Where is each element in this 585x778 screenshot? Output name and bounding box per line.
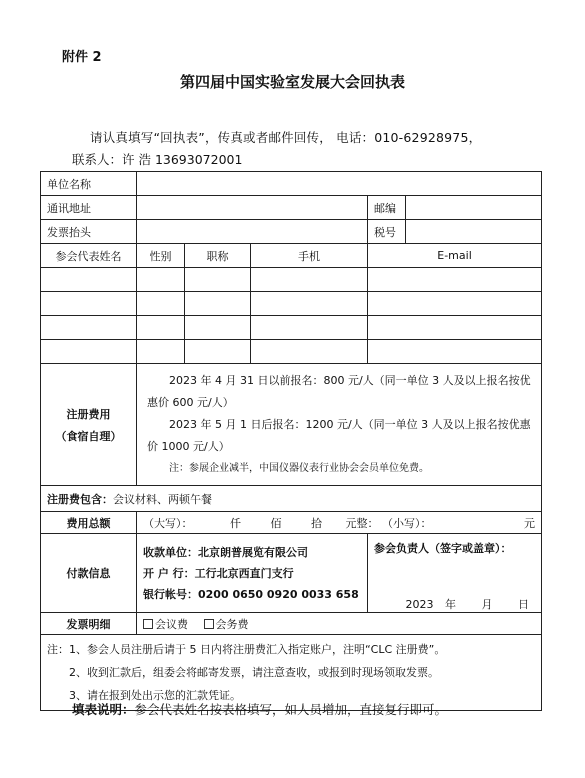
contact-instructions: 请认真填写“回执表”，传真或者邮件回传， 电话：010-62928975， xyxy=(90,130,482,145)
attendee-name-cell[interactable] xyxy=(41,316,137,340)
sign-day-unit: 日 xyxy=(518,598,530,611)
unit-row xyxy=(41,172,542,196)
unit-field[interactable] xyxy=(137,172,542,196)
invoice-title-field[interactable] xyxy=(137,220,368,244)
postcode-field[interactable] xyxy=(406,196,542,220)
total-row xyxy=(41,512,542,534)
total-yuan-unit: 元 xyxy=(524,516,536,530)
invoice-detail-label: 发票明细 xyxy=(41,613,137,635)
sign-month-unit: 月 xyxy=(481,598,493,611)
attendee-gender-cell[interactable] xyxy=(137,292,185,316)
attendee-name-cell[interactable] xyxy=(41,292,137,316)
fee-description xyxy=(137,364,542,486)
fee-label-cell xyxy=(41,364,137,486)
sign-year: 2023 xyxy=(405,598,434,611)
total-shi-unit: 拾 xyxy=(311,516,322,530)
bank: 开 户 行：工行北京西直门支行 xyxy=(143,566,294,580)
attendee-title-cell[interactable] xyxy=(185,292,251,316)
fee-includes-cell xyxy=(41,486,542,512)
gender-header: 性别 xyxy=(137,244,185,268)
job-title-header: 职称 xyxy=(185,244,251,268)
invoice-title-label: 发票抬头 xyxy=(41,220,137,244)
attendee-gender-cell[interactable] xyxy=(137,340,185,364)
attendee-row xyxy=(41,268,542,292)
note-3: 3、请在报到处出示您的汇款凭证。 xyxy=(69,689,241,702)
attendee-gender-cell[interactable] xyxy=(137,268,185,292)
bank-account: 银行帐号：0200 0650 0920 0033 658 xyxy=(143,587,359,601)
contact-person: 联系人：许 浩 13693072001 xyxy=(72,152,243,167)
attendee-title-cell[interactable] xyxy=(185,316,251,340)
total-label: 费用总额 xyxy=(41,512,137,534)
fee-early: 2023 年 4 月 31 日以前报名：800 元/人（同一单位 3 人及以上报名按优惠价 600 元/人） xyxy=(147,373,531,409)
total-amount-field[interactable] xyxy=(137,512,542,534)
attendee-row xyxy=(41,316,542,340)
total-yuan-zheng-unit: 元整： xyxy=(345,516,379,530)
attendee-name-header: 参会代表姓名 xyxy=(41,244,137,268)
meeting-fee-option[interactable] xyxy=(143,618,188,631)
signature-cell[interactable] xyxy=(368,534,542,613)
attendee-header-row xyxy=(41,244,542,268)
attendee-title-cell[interactable] xyxy=(185,340,251,364)
total-lower-label: （小写）： xyxy=(382,516,432,530)
invoice-row xyxy=(41,220,542,244)
registration-form-table xyxy=(40,171,542,711)
page-title: 第四届中国实验室发展大会回执表 xyxy=(179,73,405,91)
payee: 收款单位：北京朗普展览有限公司 xyxy=(143,545,308,559)
attendee-mobile-cell[interactable] xyxy=(251,316,368,340)
signer-label: 参会负责人（签字或盖章）： xyxy=(374,542,512,555)
includes-row xyxy=(41,486,542,512)
attendee-row xyxy=(41,292,542,316)
total-bai-unit: 佰 xyxy=(270,516,282,530)
service-fee-checkbox[interactable] xyxy=(204,619,214,629)
fee-row xyxy=(41,364,542,486)
attendee-email-cell[interactable] xyxy=(368,268,542,292)
attendee-mobile-cell[interactable] xyxy=(251,268,368,292)
payment-label: 付款信息 xyxy=(41,534,137,613)
total-upper-label: （大写）： xyxy=(143,516,193,530)
attendee-name-cell[interactable] xyxy=(41,340,137,364)
fee-note: 注：参展企业减半，中国仪器仪表行业协会会员单位免费。 xyxy=(169,462,429,474)
fee-label: 注册费用 xyxy=(66,407,111,421)
note-1: 注：1、参会人员注册后请于 5 日内将注册费汇入指定账户，注明“CLC 注册费”。 xyxy=(47,643,446,656)
filling-instructions-text: 参会代表姓名按表格填写，如人员增加，直接复行即可。 xyxy=(134,702,448,717)
fee-includes-label: 注册费包含： xyxy=(47,492,113,506)
sign-year-unit: 年 xyxy=(445,598,457,611)
filling-instructions xyxy=(72,700,447,718)
attendee-email-cell[interactable] xyxy=(368,316,542,340)
postcode-label: 邮编 xyxy=(368,196,406,220)
attendee-mobile-cell[interactable] xyxy=(251,292,368,316)
service-fee-option[interactable] xyxy=(204,618,249,631)
tax-id-label: 税号 xyxy=(368,220,406,244)
address-field[interactable] xyxy=(137,196,368,220)
unit-label: 单位名称 xyxy=(41,172,137,196)
total-qian-unit: 仟 xyxy=(230,516,241,530)
address-label: 通讯地址 xyxy=(41,196,137,220)
payment-info xyxy=(137,534,368,613)
fee-late: 2023 年 5 月 1 日后报名：1200 元/人（同一单位 3 人及以上报名按优惠价 1000 元/人） xyxy=(147,417,531,453)
attendee-email-cell[interactable] xyxy=(368,292,542,316)
invoice-options xyxy=(137,613,542,635)
attendee-title-cell[interactable] xyxy=(185,268,251,292)
fee-label-note: （食宿自理） xyxy=(55,429,122,443)
attendee-gender-cell[interactable] xyxy=(137,316,185,340)
email-header: E-mail xyxy=(368,244,542,268)
attachment-label: 附件 2 xyxy=(62,50,102,65)
note-2: 2、收到汇款后，组委会将邮寄发票，请注意查收，或报到时现场领取发票。 xyxy=(69,666,439,679)
payment-row xyxy=(41,534,542,613)
meeting-fee-checkbox[interactable] xyxy=(143,619,153,629)
service-fee-label: 会务费 xyxy=(215,617,249,631)
attendee-email-cell[interactable] xyxy=(368,340,542,364)
attendee-row xyxy=(41,340,542,364)
sign-date xyxy=(374,596,535,612)
meeting-fee-label: 会议费 xyxy=(155,617,188,631)
attendee-mobile-cell[interactable] xyxy=(251,340,368,364)
attendee-name-cell[interactable] xyxy=(41,268,137,292)
address-row xyxy=(41,196,542,220)
fee-includes-value: 会议材料、两顿午餐 xyxy=(113,492,212,506)
invoice-detail-row xyxy=(41,613,542,635)
tax-id-field[interactable] xyxy=(406,220,542,244)
filling-instructions-label: 填表说明： xyxy=(72,702,135,717)
mobile-header: 手机 xyxy=(251,244,368,268)
